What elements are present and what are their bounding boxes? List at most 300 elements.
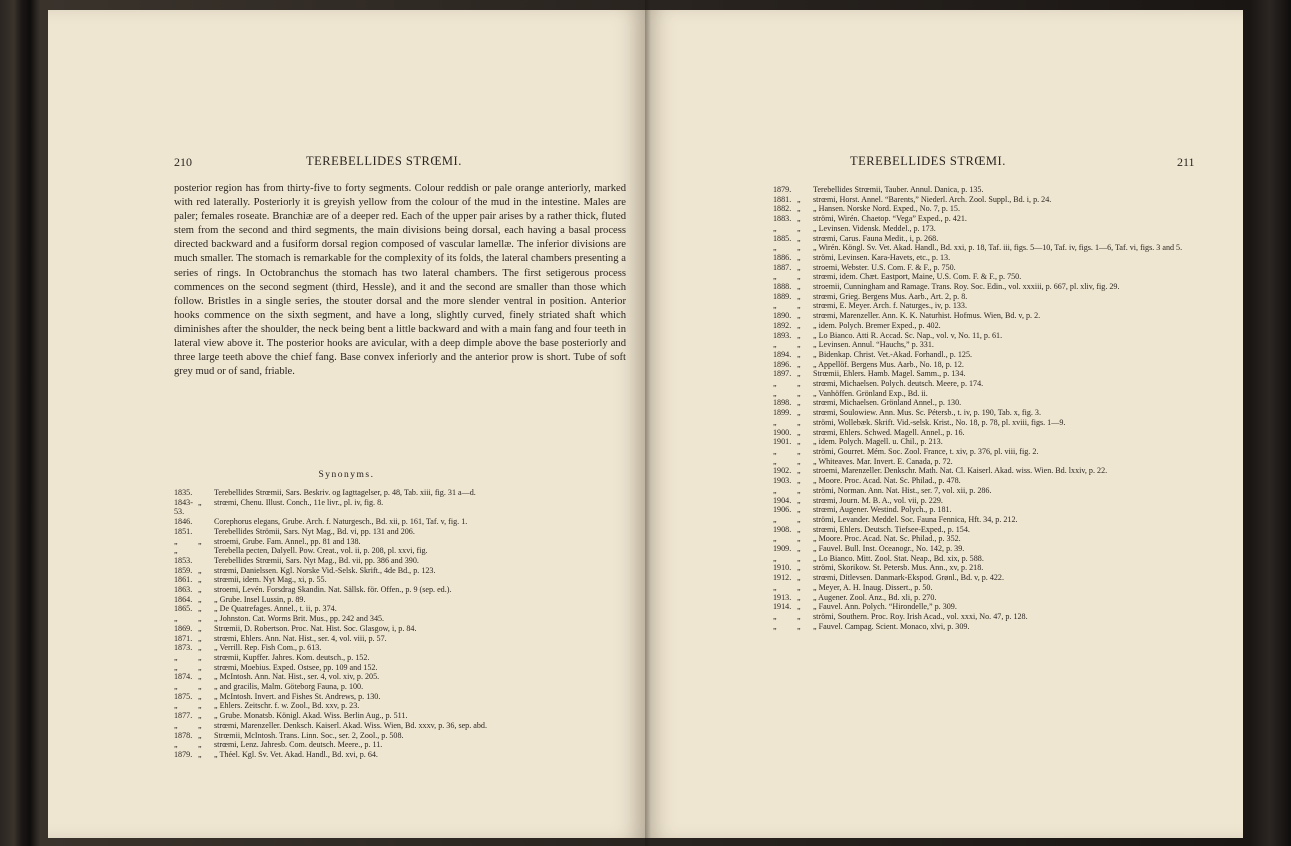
entry-year: 1894. — [773, 349, 792, 359]
synonym-entry — [773, 214, 1213, 224]
entry-ditto: „ — [797, 563, 801, 573]
entry-citation: strœmi, Marenzeller. Denksch. Kaiserl. Akad. Wiss. Wien, Bd. xxxv, p. 36, sep. abd. — [214, 720, 487, 730]
entry-citation: „ Wirén. Köngl. Sv. Vet. Akad. Handl., Bd. xxi, p. 18, Taf. iii, figs. 5—10, Taf. iv, figs. 1—6, Taf. vi, figs. 3 and 5. — [813, 243, 1183, 253]
synonym-entry — [773, 350, 1213, 360]
entry-citation: „ Grube. Insel Lussin, p. 89. — [214, 594, 306, 604]
synonym-entry — [174, 537, 634, 547]
entry-ditto: „ — [797, 534, 801, 544]
synonym-entry — [174, 653, 634, 663]
entry-year: „ — [773, 485, 777, 495]
entry-year: 1851. — [174, 526, 193, 536]
synonym-entry — [773, 224, 1213, 234]
left-page — [48, 10, 645, 838]
entry-ditto: „ — [198, 711, 202, 721]
entry-ditto: „ — [198, 575, 202, 585]
entry-year: „ — [773, 534, 777, 544]
entry-citation: „ Hansen. Norske Nord. Exped., No. 7, p. 15. — [813, 204, 961, 214]
synonym-entry — [174, 731, 634, 741]
synonym-entry — [773, 340, 1213, 350]
entry-year: „ — [773, 456, 777, 466]
entry-ditto: „ — [797, 388, 801, 398]
entry-year: „ — [773, 388, 777, 398]
entry-year: „ — [174, 682, 178, 692]
entry-ditto — [198, 556, 214, 566]
synonym-entry — [773, 515, 1213, 525]
synonym-entry — [773, 360, 1213, 370]
synonym-entry — [773, 525, 1213, 535]
entry-ditto: „ — [198, 565, 202, 575]
entry-year: „ — [174, 701, 178, 711]
synonym-entry — [773, 369, 1213, 379]
body-text — [174, 182, 626, 379]
synonym-entry — [773, 544, 1213, 554]
synonym-entry — [773, 612, 1213, 622]
synonym-entry — [174, 643, 634, 653]
entry-ditto: „ — [797, 505, 801, 515]
entry-ditto: „ — [198, 614, 202, 624]
entry-ditto: „ — [198, 691, 202, 701]
entry-citation: „ McIntosh. Invert. and Fishes St. Andrews, p. 130. — [214, 691, 381, 701]
synonym-entry — [174, 721, 634, 731]
entry-citation: „ Lo Bianco. Mitt. Zool. Stat. Neap., Bd. xix, p. 588. — [813, 553, 984, 563]
entry-year: 1859. — [174, 565, 193, 575]
synonym-entry — [773, 573, 1213, 583]
entry-year: „ — [174, 536, 178, 546]
synonym-entry — [773, 554, 1213, 564]
entry-citation: stroemii, Cunningham and Ramage. Trans. Roy. Soc. Edin., vol. xxxiii, p. 667, pl. xliv, fig. 29. — [813, 282, 1120, 292]
entry-citation: strœmi, Ehlers. Deutsch. Tiefsee-Exped., p. 154. — [813, 524, 970, 534]
entry-ditto: „ — [797, 602, 801, 612]
entry-ditto: „ — [797, 291, 801, 301]
entry-ditto: „ — [797, 485, 801, 495]
entry-ditto: „ — [797, 320, 801, 330]
synonym-entry — [773, 398, 1213, 408]
entry-ditto: „ — [797, 592, 801, 602]
synonym-entry — [174, 585, 634, 595]
entry-citation: strömi, Levander. Meddel. Soc. Fauna Fennica, Hft. 34, p. 212. — [813, 514, 1018, 524]
entry-ditto: „ — [797, 495, 801, 505]
entry-ditto: „ — [797, 408, 801, 418]
entry-citation: Terebellides Strœmii, Tauber. Annul. Danica, p. 135. — [813, 185, 984, 194]
synonym-entry — [773, 263, 1213, 273]
entry-citation: strömi, Wirén. Chaetop. “Vega” Exped., p. 421. — [813, 214, 967, 224]
running-title: TEREBELLIDES STRŒMI. — [306, 154, 462, 168]
entry-ditto — [797, 185, 813, 195]
entry-year: „ — [174, 546, 178, 556]
entry-ditto: „ — [198, 720, 202, 730]
entry-ditto: „ — [797, 446, 801, 456]
entry-citation: Terebellides Strœmii, Sars. Nyt Mag., Bd. vii, pp. 386 and 390. — [214, 555, 419, 565]
entry-year: 1843-53. — [174, 497, 193, 517]
entry-ditto: „ — [198, 749, 202, 759]
entry-ditto: „ — [198, 633, 202, 643]
entry-ditto: „ — [797, 524, 801, 534]
synonym-entry — [773, 234, 1213, 244]
synonym-entry — [773, 301, 1213, 311]
entry-year: 1861. — [174, 575, 193, 585]
synonym-entry — [773, 486, 1213, 496]
entry-ditto: „ — [797, 398, 801, 408]
entry-citation: strœmi, Journ. M. B. A., vol. vii, p. 229. — [813, 495, 943, 505]
synonym-entry — [174, 614, 634, 624]
entry-year: 1900. — [773, 427, 792, 437]
entry-year: 1871. — [174, 633, 193, 643]
synonym-entry — [773, 505, 1213, 515]
entry-year: 1885. — [773, 233, 792, 243]
entry-ditto: „ — [797, 417, 801, 427]
entry-ditto: „ — [198, 740, 202, 750]
entry-ditto: „ — [797, 214, 801, 224]
entry-year: 1869. — [174, 623, 193, 633]
entry-year: 1846. — [174, 517, 193, 527]
entry-year: 1835. — [174, 488, 193, 497]
entry-year: 1879. — [773, 185, 792, 194]
entry-citation: „ Grube. Monatsb. Königl. Akad. Wiss. Berlin Aug., p. 511. — [214, 711, 408, 721]
synonym-entry — [773, 331, 1213, 341]
synonym-entry — [174, 624, 634, 634]
entry-ditto: „ — [797, 330, 801, 340]
running-title: TEREBELLIDES STRŒMI. — [850, 154, 1006, 168]
synonym-entry — [773, 437, 1213, 447]
entry-ditto: „ — [797, 427, 801, 437]
entry-year: 1910. — [773, 563, 792, 573]
entry-citation: „ and gracilis, Malm. Göteborg Fauna, p. 100. — [214, 682, 364, 692]
entry-year: 1887. — [773, 262, 792, 272]
entry-year: 1902. — [773, 466, 792, 476]
entry-citation: stroemi, Levén. Forsdrag Skandin. Nat. Sällsk. för. Offen., p. 9 (sep. ed.). — [214, 585, 452, 595]
entry-citation: „ Moore. Proc. Acad. Nat. Sc. Philad., p. 478. — [813, 476, 961, 486]
entry-citation: strœmi, Augener. Westind. Polych., p. 181. — [813, 505, 952, 515]
entry-ditto: „ — [198, 585, 202, 595]
synonym-entry — [174, 488, 634, 498]
synonym-entry — [174, 595, 634, 605]
entry-citation: strœmi, E. Meyer. Arch. f. Naturges., iv, p. 133. — [813, 301, 967, 311]
entry-citation: „ Whiteaves. Mar. Invert. E. Canada, p. 72. — [813, 456, 953, 466]
synonym-entry — [773, 476, 1213, 486]
entry-citation: „ Fauvel. Ann. Polych. “Hirondelle,” p. 309. — [813, 602, 957, 612]
synonym-entry — [773, 622, 1213, 632]
entry-citation: „ Moore. Proc. Acad. Nat. Sc. Philad., p. 352. — [813, 534, 961, 544]
synonym-entry — [773, 282, 1213, 292]
synonym-entry — [773, 321, 1213, 331]
entry-citation: „ McIntosh. Ann. Nat. Hist., ser. 4, vol. xiv, p. 205. — [214, 672, 380, 682]
synonym-list — [773, 185, 1213, 631]
entry-year: 1899. — [773, 408, 792, 418]
entry-ditto — [198, 546, 214, 556]
entry-ditto: „ — [797, 194, 801, 204]
entry-ditto: „ — [797, 359, 801, 369]
synonym-entry — [174, 498, 634, 517]
paragraph: posterior region has from thirty-five to forty segments. Colour reddish or pale orange anteriorly, marked with red laterally. Posteriorly it is greyish yellow from the colour of the mud in the intestine. Males are paler; females roseate. Branchiæ are of a deeper red. Each of the upper pair arises by a rather thick, fluted stem from the second and third segments, the main divisions being dorsal, each having a basal process directed backward and a fusiform dorsal region composed of vascular lamellæ. The inferior divisions are much smaller. The stomach is remarkable for the complexity of its folds, the lateral chambers presenting a series of rings. In Octobranchus the stomach has two lateral chambers. The first setigerous process commences on the second segment (third, Hessle), and it and the second are smaller than those which follow. Bristles in a single series, the stouter dorsal and the more slender ventral in position. Anterior hooks commence on the sixth segment, and have a long, slightly curved, finely striated shaft which diminishes after the shoulder, the neck being bent a little backward and with a main fang and four teeth in lateral view above it. The posterior hooks are avicular, with a deep dimple above the base posteriorly and three large teeth above the chief fang. Base convex inferiorly and the anterior prow is short. Tube of soft grey mud or of sand, friable. — [174, 183, 626, 378]
page-number: 210 — [174, 155, 192, 169]
entry-citation: stroemi, Grube. Fam. Annel., pp. 81 and 138. — [214, 536, 361, 546]
entry-ditto: „ — [797, 272, 801, 282]
entry-year: „ — [773, 553, 777, 563]
synonym-entry — [773, 534, 1213, 544]
synonym-entry — [773, 602, 1213, 612]
right-page — [645, 10, 1243, 838]
entry-year: „ — [174, 614, 178, 624]
synonym-entry — [773, 195, 1213, 205]
entry-citation: Corephorus elegans, Grube. Arch. f. Naturgesch., Bd. xii, p. 161, Taf. v, fig. 1. — [214, 517, 468, 527]
synonym-entry — [174, 701, 634, 711]
entry-ditto: „ — [797, 611, 801, 621]
entry-citation: strœmi, Soulowiew. Ann. Mus. Sc. Pétersb., t. iv, p. 190, Tab. x, fig. 3. — [813, 408, 1042, 418]
entry-citation: stroemi, Webster. U.S. Com. F. & F., p. 750. — [813, 262, 956, 272]
entry-year: 1903. — [773, 476, 792, 486]
entry-citation: „ Appellöf. Bergens Mus. Aarb., No. 18, p. 12. — [813, 359, 964, 369]
entry-year: „ — [174, 740, 178, 750]
entry-year: 1913. — [773, 592, 792, 602]
entry-year: 1909. — [773, 544, 792, 554]
entry-citation: strœmi, Chenu. Illust. Conch., 11e livr., pl. iv, fig. 8. — [214, 497, 384, 507]
synonym-entry — [773, 204, 1213, 214]
entry-citation: „ De Quatrefages. Annel., t. ii, p. 374. — [214, 604, 337, 614]
entry-year: 1904. — [773, 495, 792, 505]
synonym-entry — [773, 466, 1213, 476]
synonym-entry — [773, 428, 1213, 438]
entry-year: 1892. — [773, 320, 792, 330]
entry-ditto: „ — [797, 311, 801, 321]
entry-citation: „ Levinsen. Vidensk. Meddel., p. 173. — [813, 223, 936, 233]
entry-citation: „ Bidenkap. Christ. Vet.-Akad. Forhandl., p. 125. — [813, 349, 973, 359]
entry-citation: „ Johnston. Cat. Worms Brit. Mus., pp. 242 and 345. — [214, 614, 385, 624]
entry-year: „ — [174, 720, 178, 730]
entry-citation: strœmi, Ditlevsen. Danmark-Ekspod. Grønl., Bd. v, p. 422. — [813, 573, 1005, 583]
entry-ditto — [198, 517, 214, 527]
entry-ditto: „ — [797, 456, 801, 466]
entry-year: „ — [773, 243, 777, 253]
entry-ditto: „ — [797, 379, 801, 389]
entry-ditto: „ — [797, 466, 801, 476]
synonym-entry — [773, 243, 1213, 253]
entry-citation: „ idem. Polych. Magell. u. Chil., p. 213. — [813, 437, 943, 447]
entry-citation: „ Levinsen. Annul. “Hauchs,” p. 331. — [813, 340, 934, 350]
entry-year: „ — [773, 301, 777, 311]
entry-ditto: „ — [198, 682, 202, 692]
synonym-entry — [773, 563, 1213, 573]
entry-ditto: „ — [198, 701, 202, 711]
entry-citation: strömi, Levinsen. Kara-Havets, etc., p. 13. — [813, 252, 951, 262]
entry-ditto: „ — [797, 233, 801, 243]
entry-ditto: „ — [198, 643, 202, 653]
entry-year: 1875. — [174, 691, 193, 701]
entry-ditto: „ — [198, 594, 202, 604]
entry-ditto: „ — [198, 536, 202, 546]
synonym-list — [174, 488, 634, 760]
entry-citation: „ Fauvel. Bull. Inst. Oceanogr., No. 142, p. 39. — [813, 544, 965, 554]
entry-citation: „ Verrill. Rep. Fish Com., p. 613. — [214, 643, 322, 653]
entry-year: 1901. — [773, 437, 792, 447]
entry-year: „ — [773, 611, 777, 621]
entry-ditto: „ — [797, 621, 801, 631]
entry-ditto: „ — [797, 340, 801, 350]
entry-year: 1874. — [174, 672, 193, 682]
entry-year: 1882. — [773, 204, 792, 214]
entry-ditto: „ — [797, 476, 801, 486]
entry-ditto: „ — [797, 204, 801, 214]
entry-year: 1864. — [174, 594, 193, 604]
entry-citation: strœmi, Ehlers. Ann. Nat. Hist., ser. 4, vol. viii, p. 57. — [214, 633, 387, 643]
entry-year: 1877. — [174, 711, 193, 721]
entry-citation: Terebellides Strœmii, Sars. Beskriv. og Iagttagelser, p. 48, Tab. xiii, fig. 31 a—d. — [214, 488, 476, 497]
entry-year: „ — [773, 582, 777, 592]
entry-citation: „ Théel. Kgl. Sv. Vet. Akad. Handl., Bd. xvi, p. 64. — [214, 749, 378, 759]
synonym-entry — [773, 496, 1213, 506]
synonym-entry — [773, 408, 1213, 418]
entry-ditto: „ — [198, 497, 202, 507]
entry-citation: „ Ehlers. Zeitschr. f. w. Zool., Bd. xxv, p. 23. — [214, 701, 360, 711]
synonym-entry — [773, 185, 1213, 195]
entry-year: „ — [174, 652, 178, 662]
synonym-entry — [773, 292, 1213, 302]
synonym-entry — [174, 575, 634, 585]
entry-citation: strœmi, Michaelsen. Grönland Annel., p. 130. — [813, 398, 962, 408]
entry-ditto: „ — [797, 369, 801, 379]
entry-ditto: „ — [797, 582, 801, 592]
entry-citation: strœmi, Marenzeller. Ann. K. K. Naturhist. Hofmus. Wien, Bd. v, p. 2. — [813, 311, 1041, 321]
entry-ditto: „ — [797, 573, 801, 583]
entry-citation: strœmi, Horst. Annel. “Barents,” Niederl. Arch. Zool. Suppl., Bd. i, p. 24. — [813, 194, 1052, 204]
synonym-entry — [174, 682, 634, 692]
entry-citation: stroemi, Marenzeller. Denkschr. Math. Nat. Cl. Kaiserl. Akad. wiss. Wien. Bd. lxxiv, p. 22. — [813, 466, 1108, 476]
entry-year: 1853. — [174, 555, 193, 565]
entry-citation: strömi, Southern. Proc. Roy. Irish Acad., vol. xxxi, No. 47, p. 128. — [813, 611, 1028, 621]
entry-year: 1879. — [174, 749, 193, 759]
entry-ditto: „ — [797, 349, 801, 359]
synonym-entry — [773, 583, 1213, 593]
entry-ditto: „ — [797, 437, 801, 447]
entry-ditto: „ — [797, 553, 801, 563]
entry-citation: strœmii, idem. Nyt Mag., xi, p. 55. — [214, 575, 327, 585]
entry-ditto: „ — [797, 544, 801, 554]
entry-ditto: „ — [198, 730, 202, 740]
entry-year: 1912. — [773, 573, 792, 583]
synonym-entry — [773, 447, 1213, 457]
entry-ditto: „ — [198, 672, 202, 682]
entry-ditto: „ — [198, 623, 202, 633]
synonym-entry — [773, 457, 1213, 467]
entry-citation: Strœmii, McIntosh. Trans. Linn. Soc., ser. 2, Zool., p. 508. — [214, 730, 404, 740]
synonym-entry — [174, 517, 634, 527]
entry-year: 1898. — [773, 398, 792, 408]
entry-citation: strömi, Wollebæk. Skrift. Vid.-selsk. Krist., No. 18, p. 78, pl. xviii, figs. 1—9. — [813, 417, 1066, 427]
synonym-entry — [773, 379, 1213, 389]
entry-year: 1890. — [773, 311, 792, 321]
entry-ditto — [198, 527, 214, 537]
entry-year: „ — [773, 514, 777, 524]
entry-citation: Terebella pecten, Dalyell. Pow. Creat., vol. ii, p. 208, pl. xxvi, fig. — [214, 546, 428, 556]
entry-year: 1886. — [773, 252, 792, 262]
synonym-entry — [773, 389, 1213, 399]
synonym-entry — [174, 711, 634, 721]
entry-citation: Strœmii, D. Robertson. Proc. Nat. Hist. Soc. Glasgow, i, p. 84. — [214, 623, 417, 633]
entry-year: 1893. — [773, 330, 792, 340]
entry-citation: strœmi, Grieg. Bergens Mus. Aarb., Art. 2, p. 8. — [813, 291, 968, 301]
entry-year: „ — [773, 223, 777, 233]
synonym-entry — [773, 593, 1213, 603]
synonym-entry — [174, 750, 634, 760]
entry-ditto: „ — [797, 252, 801, 262]
entry-year: „ — [773, 446, 777, 456]
entry-citation: „ Meyer, A. H. Inaug. Dissert., p. 50. — [813, 582, 933, 592]
gutter — [645, 0, 651, 846]
entry-year: 1863. — [174, 585, 193, 595]
entry-ditto: „ — [797, 262, 801, 272]
synonym-entry — [174, 634, 634, 644]
entry-year: „ — [773, 379, 777, 389]
synonym-entry — [174, 527, 634, 537]
entry-ditto: „ — [797, 514, 801, 524]
entry-citation: strœmi, Michaelsen. Polych. deutsch. Meere, p. 174. — [813, 379, 984, 389]
entry-year: „ — [174, 662, 178, 672]
entry-year: „ — [773, 340, 777, 350]
entry-year: 1914. — [773, 602, 792, 612]
entry-year: 1896. — [773, 359, 792, 369]
entry-year: 1889. — [773, 291, 792, 301]
entry-year: 1873. — [174, 643, 193, 653]
entry-citation: strœmi, idem. Chæt. Eastport, Maine, U.S. Com. F. & F., p. 750. — [813, 272, 1022, 282]
entry-citation: „ Fauvel. Campag. Scient. Monaco, xlvi, p. 309. — [813, 621, 970, 631]
synonym-entry — [773, 272, 1213, 282]
entry-citation: Strœmii, Ehlers. Hamb. Magel. Samm., p. 134. — [813, 369, 966, 379]
entry-citation: strœmi, Lenz. Jahresb. Com. deutsch. Meere., p. 11. — [214, 740, 383, 750]
entry-citation: strœmi, Carus. Fauna Medit., i, p. 268. — [813, 233, 939, 243]
entry-citation: „ idem. Polych. Bremer Exped., p. 402. — [813, 320, 941, 330]
entry-citation: „ Vanhöffen. Grönland Exp., Bd. ii. — [813, 388, 928, 398]
entry-year: 1897. — [773, 369, 792, 379]
entry-citation: strœmi, Danielssen. Kgl. Norske Vid.-Selsk. Skrift., 4de Bd., p. 123. — [214, 565, 436, 575]
entry-ditto: „ — [797, 301, 801, 311]
synonym-entry — [174, 546, 634, 556]
entry-year: 1906. — [773, 505, 792, 515]
synonym-entry — [174, 692, 634, 702]
page-number: 211 — [1177, 155, 1195, 169]
entry-ditto: „ — [797, 223, 801, 233]
entry-citation: „ Lo Bianco. Atti R. Accad. Sc. Nap., vol. v, No. 11, p. 61. — [813, 330, 1003, 340]
entry-year: „ — [773, 417, 777, 427]
entry-ditto: „ — [198, 652, 202, 662]
entry-citation: Terebellides Strömii, Sars. Nyt Mag., Bd. vi, pp. 131 and 206. — [214, 526, 415, 536]
synonym-entry — [773, 253, 1213, 263]
entry-citation: strœmi, Ehlers. Schwed. Magell. Annel., p. 16. — [813, 427, 965, 437]
entry-year: 1878. — [174, 730, 193, 740]
entry-citation: strœmi, Moebius. Exped. Ostsee, pp. 109 and 152. — [214, 662, 378, 672]
entry-citation: strœmii, Kupffer. Jahres. Kom. deutsch., p. 152. — [214, 652, 370, 662]
synonym-entry — [174, 740, 634, 750]
entry-ditto — [198, 488, 214, 498]
synonym-entry — [174, 556, 634, 566]
entry-year: 1865. — [174, 604, 193, 614]
entry-year: 1883. — [773, 214, 792, 224]
entry-year: „ — [773, 272, 777, 282]
entry-citation: „ Augener. Zool. Anz., Bd. xli, p. 270. — [813, 592, 937, 602]
entry-ditto: „ — [198, 662, 202, 672]
entry-year: „ — [773, 621, 777, 631]
entry-citation: strömi, Gourret. Mém. Soc. Zool. France, t. xiv, p. 376, pl. viii, fig. 2. — [813, 446, 1039, 456]
entry-ditto: „ — [797, 243, 801, 253]
synonym-entry — [174, 672, 634, 682]
entry-year: 1888. — [773, 282, 792, 292]
entry-ditto: „ — [797, 282, 801, 292]
entry-year: 1881. — [773, 194, 792, 204]
synonym-entry — [174, 566, 634, 576]
entry-citation: strömi, Skorikow. St. Petersb. Mus. Ann., xv, p. 218. — [813, 563, 984, 573]
entry-citation: strömi, Norman. Ann. Nat. Hist., ser. 7, vol. xii, p. 286. — [813, 485, 992, 495]
synonym-entry — [174, 604, 634, 614]
synonym-entry — [773, 418, 1213, 428]
synonym-entry — [174, 663, 634, 673]
